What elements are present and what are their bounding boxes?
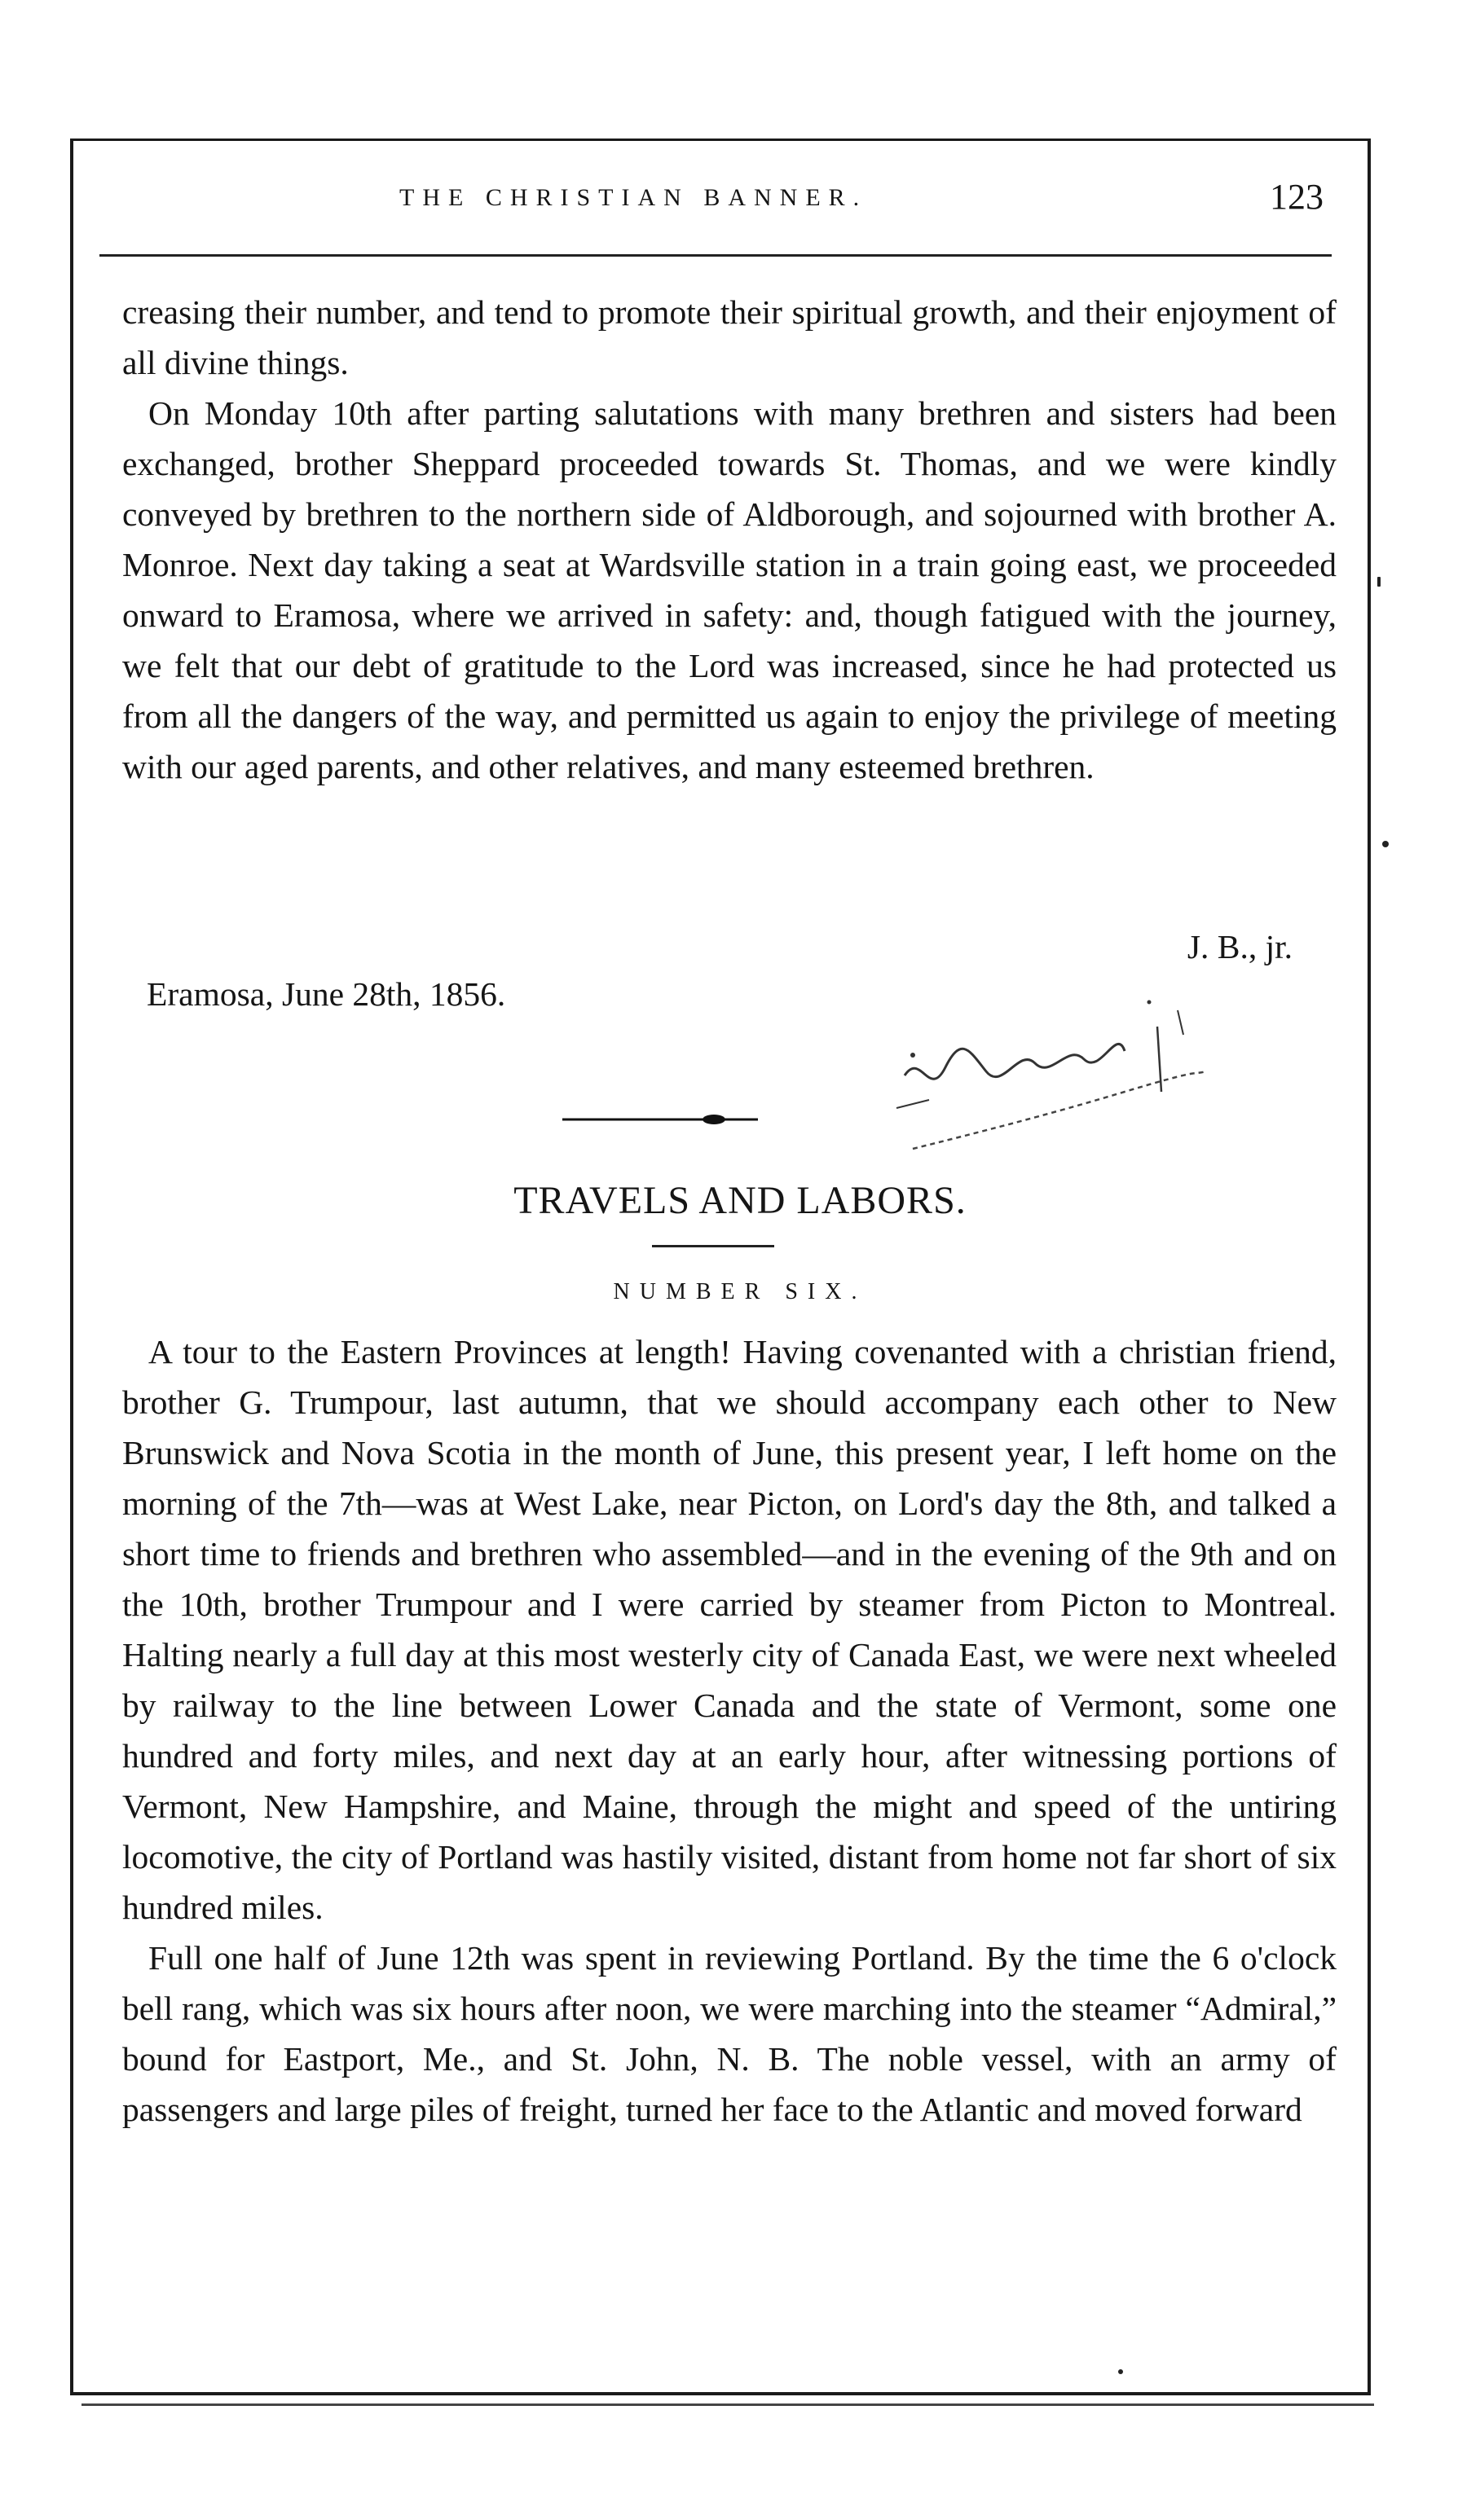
section-number-label: NUMBER SIX. [613,1279,867,1304]
travels-article-text [122,1326,1337,2135]
running-title: THE CHRISTIAN BANNER. [399,184,868,211]
handwritten-scribble-mark [880,978,1263,1173]
paragraph-journey-home: On Monday 10th after parting salutations with many brethren and sisters had been exchanged, brother Sheppard proceeded towards St. Thomas, and we were kindly conveyed by brethren to the northern side of Aldborough, and sojourned with brother A. Monroe. Next day taking a seat at Wardsville station in a train going east, we proceeded onward to Eramosa, where we arrived in safety: and, though fatigued with the journey, we felt that our debt of gratitude to the Lord was increased, since he had protected us from all the dangers of the way, and permitted us again to enjoy the privilege of meeting with our aged parents, and other relatives, and many esteemed brethren. [122,394,1337,785]
header-rule [99,254,1332,257]
section-title: TRAVELS AND LABORS. [513,1179,967,1222]
paragraph-portland-departure: Full one half of June 12th was spent in reviewing Portland. By the time the 6 o'clock bell rang, which was six hours after noon, we were marching into the steamer “Admiral,” bound for Eastport, Me., and St. John, N. B. The noble vessel, with an army of passengers and large piles of freight, turned her face to the Atlantic and moved forward [122,1939,1337,2128]
running-header [114,174,1337,223]
previous-article-text [122,287,1337,792]
page-border-bottom-shadow [81,2403,1374,2406]
title-underline [652,1245,774,1247]
dateline: Eramosa, June 28th, 1856. [147,975,506,1013]
page-speck-mark [1118,2369,1123,2374]
margin-dot-mark [1382,841,1389,847]
margin-tick-mark [1377,577,1381,587]
paragraph-tour-beginning: A tour to the Eastern Provinces at length! Having covenanted with a christian friend, brother G. Trumpour, last autumn, that we should accompany each other to New Brunswick and Nova Scotia in the month of June, this present year, I left home on the morning of the 7th—was at West Lake, near Picton, on Lord's day the 8th, and talked a short time to friends and brethren who assembled—and in the evening of the 9th and on the 10th, brother Trumpour and I were carried by steamer from Picton to Montreal. Halting nearly a full day at this most westerly city of Canada East, we were next wheeled by railway to the line between Lower Canada and the state of Vermont, some one hundred and forty miles, and next day at an early hour, after witnessing portions of Vermont, New Hampshire, and Maine, through the might and speed of the untiring locomotive, the city of Portland was hastily visited, distant from home not far short of six hundred miles. [122,1333,1337,1926]
paragraph-continuation: creasing their number, and tend to promote their spiritual growth, and their enjoyment of all divine things. [122,293,1337,381]
section-divider-ornament [562,1113,758,1126]
page-number: 123 [1270,177,1324,217]
author-initials: J. B., jr. [1187,928,1293,965]
